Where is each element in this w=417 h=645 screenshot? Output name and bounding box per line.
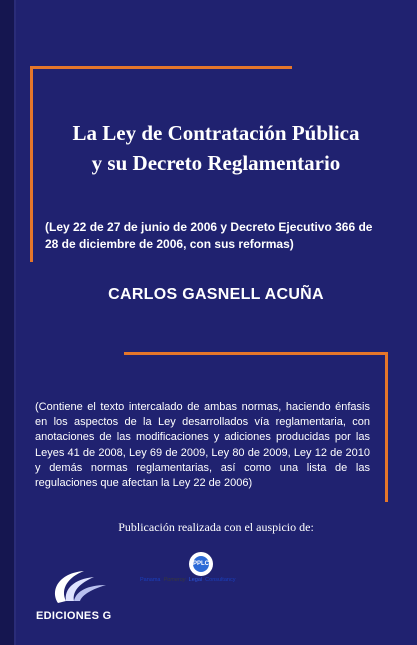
bottom-orange-rule [124, 352, 386, 355]
sponsor-name [140, 577, 290, 583]
publisher-name: EDICIONES G [36, 610, 112, 622]
sponsor-name-part3: Legal [188, 577, 203, 583]
pplc-logo-text: PPLC [193, 556, 209, 572]
sponsor-name-part1: Panama [140, 577, 161, 583]
swoosh-logo-icon [44, 567, 114, 607]
pplc-logo-icon [189, 552, 213, 576]
right-orange-bar [385, 352, 388, 502]
book-cover [16, 0, 417, 645]
book-title [30, 118, 402, 178]
sponsor-name-part2: Pomeroy [163, 577, 186, 583]
book-spine [0, 0, 14, 645]
title-line-2: y su Decreto Reglamentario [91, 151, 341, 175]
title-line-1: La Ley de Contratación Pública [72, 121, 360, 145]
book-subtitle: (Ley 22 de 27 de junio de 2006 y Decreto Ejecutivo 366 de 28 de diciembre de 2006, con sus reformas) [45, 220, 373, 251]
sponsor-label: Publicación realizada con el auspicio de: [118, 520, 314, 534]
book-description: (Contiene el texto intercalado de ambas normas, haciendo énfasis en los aspectos de la Ley desarrollados vía reglamentaria, con anotaciones de las modificaciones y adiciones producidas por las Leyes 41 de 2008, Ley 69 de 2009, Ley 80 de 2009, Ley 12 de 2010 y demás normas reglamentarias, así como una lista de las regulaciones que afectan la Ley 22 de 2006) [35, 401, 370, 490]
author-name: CARLOS GASNELL ACUÑA [108, 286, 324, 303]
top-orange-rule [30, 66, 292, 69]
sponsor-name-part4: Consultancy [205, 577, 236, 583]
